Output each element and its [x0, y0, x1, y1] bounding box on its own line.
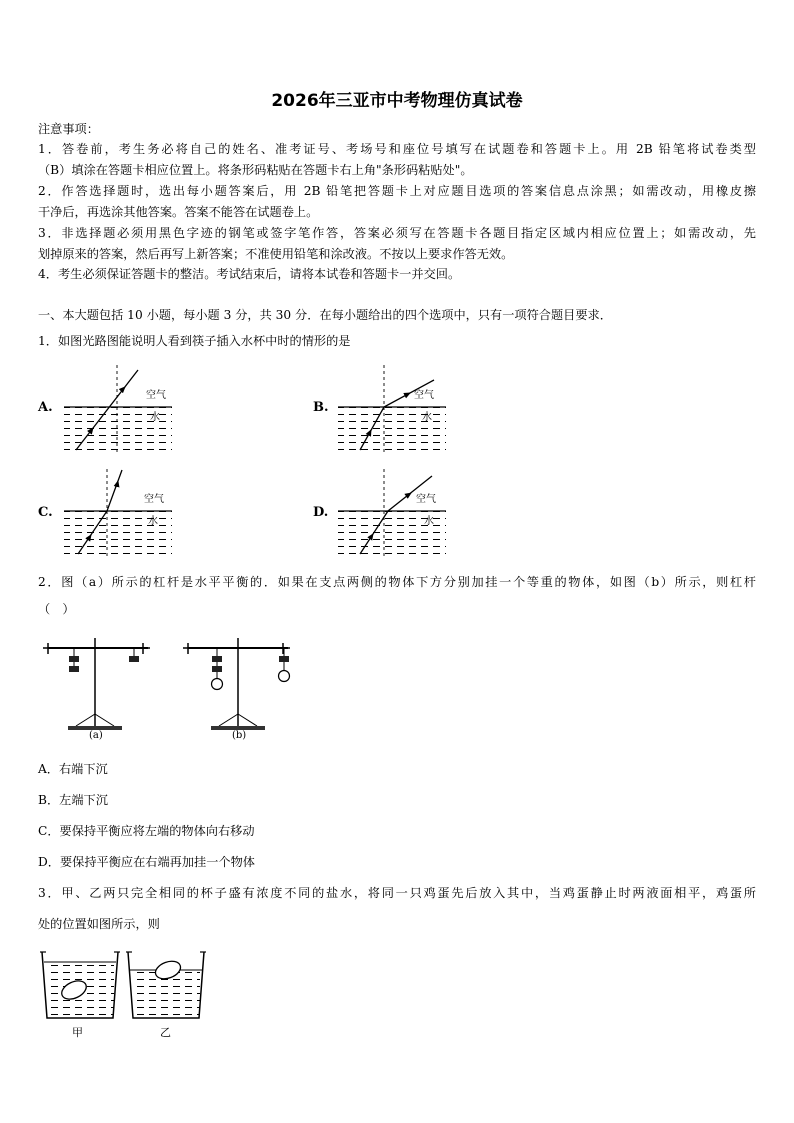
note-3-line-2: 划掉原来的答案，然后再写上新答案；不准使用铅笔和涂改液。不按以上要求作答无效。 [38, 247, 514, 261]
q1-a-water-label: 水 [150, 412, 160, 423]
note-1-line-2: （B）填涂在答题卡相应位置上。将条形码粘贴在答题卡右上角"条形码粘贴处"。 [38, 163, 473, 177]
question-2-stem-line-2: （ ） [38, 602, 75, 616]
note-4: 4．考生必须保证答题卡的整洁。考试结束后，请将本试卷和答题卡一并交回。 [38, 267, 461, 281]
q3-cup-jia [38, 948, 120, 1039]
q1-option-c-label: C. [38, 505, 53, 520]
question-3-stem-line-1: 3．甲、乙两只完全相同的杯子盛有浓度不同的盐水，将同一只鸡蛋先后放入其中，当鸡蛋静止时两液面相平，鸡蛋所 [38, 886, 756, 900]
q2-lever-figure-b [180, 634, 298, 746]
q1-c-water-label: 水 [148, 516, 158, 527]
q3-caption-yi: 乙 [160, 1026, 171, 1039]
section-1-heading: 一、本大题包括 10 小题，每小题 3 分，共 30 分．在每小题给出的四个选项中，只有一项符合题目要求． [38, 308, 612, 322]
q1-b-water-label: 水 [422, 412, 432, 423]
q1-option-b-label: B. [313, 400, 329, 415]
question-3-stem-line-2: 处的位置如图所示，则 [38, 917, 160, 931]
q2-option-a: A．右端下沉 [38, 762, 108, 776]
note-3-line-1: 3．非选择题必须用黑色字迹的钢笔或签字笔作答，答案必须写在答题卡各题目指定区域内相应位置上；如需改动，先 [38, 226, 756, 240]
q1-c-air-label: 空气 [144, 494, 164, 505]
notes-heading: 注意事项： [38, 122, 99, 136]
q1-option-d-label: D. [313, 505, 329, 520]
question-1-stem: 1．如图光路图能说明人看到筷子插入水杯中时的情形的是 [38, 334, 351, 348]
note-1-line-1: 1．答卷前，考生务必将自己的姓名、准考证号、考场号和座位号填写在试题卷和答题卡上。用 2B 铅笔将试卷类型 [38, 142, 756, 156]
q1-b-air-label: 空气 [414, 390, 434, 401]
q1-option-c-diagram [62, 466, 174, 566]
q3-caption-jia: 甲 [72, 1026, 83, 1039]
q1-option-d-diagram [336, 466, 448, 566]
q1-d-water-label: 水 [424, 516, 434, 527]
q1-option-a-label: A. [38, 400, 53, 415]
q2-option-c: C．要保持平衡应将左端的物体向右移动 [38, 824, 255, 838]
q2-lever-figure-a [40, 634, 158, 746]
q2-option-d: D．要保持平衡应在右端再加挂一个物体 [38, 855, 255, 869]
q2-caption-b: (b) [232, 730, 247, 741]
note-2-line-2: 干净后，再选涂其他答案。答案不能答在试题卷上。 [38, 205, 319, 219]
note-2-line-1: 2．作答选择题时，选出每小题答案后，用 2B 铅笔把答题卡上对应题目选项的答案信息点涂黑；如需改动，用橡皮擦 [38, 184, 756, 198]
q1-a-air-label: 空气 [146, 390, 166, 401]
q1-option-b-diagram [336, 362, 448, 462]
q2-caption-a: (a) [89, 730, 103, 741]
q2-option-b: B．左端下沉 [38, 793, 108, 807]
page-title: 2026年三亚市中考物理仿真试卷 [271, 91, 523, 111]
q1-option-a-diagram [62, 362, 174, 462]
q3-cup-yi [124, 948, 206, 1039]
q1-d-air-label: 空气 [416, 494, 436, 505]
question-2-stem-line-1: 2．图（a）所示的杠杆是水平平衡的．如果在支点两侧的物体下方分别加挂一个等重的物体，如图（b）所示，则杠杆 [38, 575, 756, 589]
